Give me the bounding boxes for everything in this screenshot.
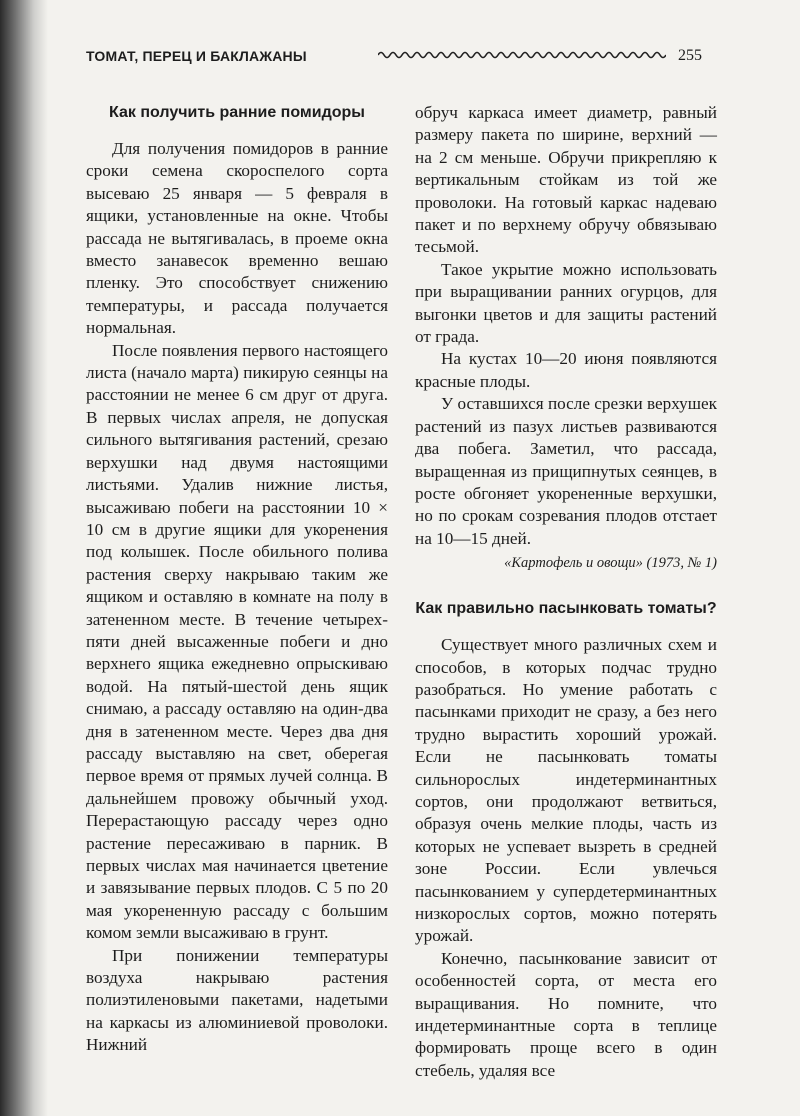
page-number: 255 <box>678 47 702 64</box>
paragraph: После появления первого настоящего листа (начало марта) пикирую сеянцы на расстоянии не менее 6 см друг от друга. В первых числах апреля, не допуская сильного вытягивания растений, срезаю верхушки над двумя настоящими листьями. Удалив нижние листья, высаживаю побеги на расстоянии 10 × 10 см в другие ящики для укоренения под колышек. После обильного полива растения сверху накрываю таким же ящиком и оставляю в комнате на полу в затененном месте. В течение четырех-пяти дней высаженные побеги и дно верхнего ящика ежедневно опрыскиваю водой. На пятый-шестой день ящик снимаю, а рассаду оставляю на один-два дня в затененном месте. Через два дня рассаду выставляю на свет, оберегая первое время от прямых лучей солнца. В дальнейшем провожу обычный уход. Перерастающую рассаду через одно растение пересаживаю в парник. В первых числах мая начинается цветение и завязывание первых плодов. С 5 по 20 мая укорененную рассаду с большим комом земли высаживаю в грунт. <box>86 340 388 943</box>
paragraph: Для получения помидоров в ранние сроки семена скороспелого сорта высеваю 25 января — 5 февраля в ящики, установленные на окне. Чтобы рассада не вытягивалась, в проеме окна вместо занавесок временно вешаю пленку. Это способствует снижению температуры, и рассада получается нормальная. <box>86 139 388 338</box>
paragraph: На кустах 10—20 июня появляются красные плоды. <box>415 349 717 391</box>
paragraph: Конечно, пасынкование зависит от особенностей сорта, от места его выращивания. Но помните, что индетерминантные сорта в теплице формировать проще всего в один стебель, удаляя все <box>415 948 717 1080</box>
paragraph-continuation: обруч каркаса имеет диаметр, равный размеру пакета по ширине, верхний — на 2 см меньше. Обручи прикрепляю к вертикальным стойкам из той же проволоки. На готовый каркас надеваю пакет и по верхнему обручу обвязываю тесьмой. <box>415 103 717 257</box>
paragraph: Существует много различных схем и способов, в которых подчас трудно разобраться. Но умение работать с пасынками приходит не сразу, а без него трудно вырастить хороший урожай. Если не пасынковать томаты сильнорослых индетерминантных сортов, они продолжают ветвиться, образуя очень мелкие плоды, часть из которых не успевает вызреть в средней зоне России. Если увлечься пасынкованием у супердетерминантных низкорослых сортов, можно потерять урожай. <box>415 635 717 946</box>
decorative-wave-rule <box>378 49 666 61</box>
source-citation: «Картофель и овощи» (1973, № 1) <box>504 555 717 572</box>
paragraph: Такое укрытие можно использовать при выращивании ранних огурцов, для выгонки цветов и для защиты растений от града. <box>415 259 717 347</box>
right-column <box>415 102 717 1082</box>
page-binding-shadow <box>0 0 48 1116</box>
paragraph: При понижении температуры воздуха накрываю растения полиэтиленовыми пакетами, надетыми на каркасы из алюминиевой проволоки. Нижний <box>86 945 388 1055</box>
section-title: Как получить ранние помидоры <box>109 104 365 121</box>
paragraph: У оставшихся после срезки верхушек растений из пазух листьев развиваются два побега. Заметил, что рассада, выращенная из прищипнутых сеянцев, в росте обгоняет укорененные верхушки, но по срокам созревания плодов отстает на 10—15 дней. <box>415 394 717 548</box>
running-header <box>86 46 726 70</box>
running-title: ТОМАТ, ПЕРЕЦ И БАКЛАЖАНЫ <box>86 48 307 64</box>
left-column <box>86 102 388 1057</box>
section-title: Как правильно пасынковать томаты? <box>415 600 717 618</box>
